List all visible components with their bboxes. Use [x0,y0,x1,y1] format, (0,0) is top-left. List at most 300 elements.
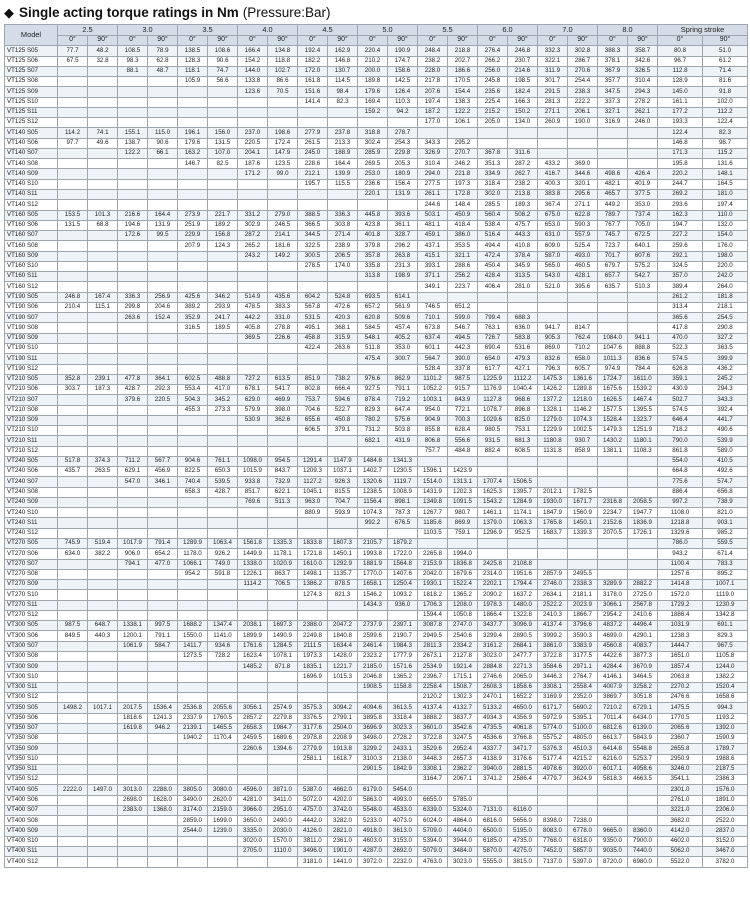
torque-cell [328,364,358,374]
torque-cell: 171.2 [238,169,268,179]
torque-cell [58,826,88,836]
torque-cell: 4284.4 [598,662,628,672]
torque-cell: 239.1 [88,374,118,384]
torque-cell: 294.0 [418,169,448,179]
torque-cell: 353.0 [388,343,418,353]
torque-cell [538,559,568,569]
torque-cell: 575.2 [628,261,658,271]
torque-cell: 422.4 [298,343,328,353]
torque-cell: 244.7 [658,179,703,189]
torque-cell: 903.1 [703,518,748,528]
torque-cell: 4137.4 [538,621,568,631]
torque-cell: 4142.0 [658,826,703,836]
torque-cell: 164.4 [148,210,178,220]
torque-cell: 393.6 [388,210,418,220]
torque-cell [238,179,268,189]
torque-cell: 101.3 [88,210,118,220]
torque-cell: 266.2 [478,56,508,66]
torque-cell: 4137.4 [418,703,448,713]
torque-cell: 936.0 [388,600,418,610]
torque-cell [448,128,478,138]
torque-cell [328,118,358,128]
torque-cell: 1658.1 [358,580,388,590]
torque-cell: 492.6 [703,467,748,477]
torque-cell: 1100.4 [658,559,703,569]
torque-cell [148,816,178,826]
torque-cell: 6116.0 [508,805,538,815]
torque-cell: 1699.0 [208,816,238,826]
torque-cell: 2314.0 [478,569,508,579]
torque-cell: 761.1 [208,456,238,466]
torque-cell: 2362.2 [448,764,478,774]
model-cell: VT350 S11 [5,764,58,774]
torque-cell: 187.3 [88,385,118,395]
torque-cell [178,836,208,846]
torque-cell: 458.8 [298,333,328,343]
torque-cell [478,128,508,138]
torque-cell [178,426,208,436]
torque-cell: 601.1 [418,343,448,353]
torque-cell: 2859.0 [178,816,208,826]
torque-cell [148,734,178,744]
torque-cell [58,693,88,703]
torque-cell: 169.4 [358,97,388,107]
torque-cell: 61.2 [703,56,748,66]
torque-cell: 149.2 [268,251,298,261]
torque-cell: 790.0 [658,436,703,446]
torque-cell: 4993.0 [388,795,418,805]
torque-cell: 3246.0 [658,764,703,774]
torque-cell: 5454.0 [388,785,418,795]
model-cell: VT300 S05 [5,621,58,631]
torque-cell: 851.7 [238,487,268,497]
model-cell: VT140 S10 [5,179,58,189]
torque-cell [328,610,358,620]
torque-cell: 753.1 [508,426,538,436]
torque-cell: 271.1 [568,200,598,210]
torque-cell: 174.0 [328,261,358,271]
torque-cell: 658.0 [568,354,598,364]
torque-cell: 1913.8 [328,744,358,754]
torque-cell: 220.2 [658,169,703,179]
torque-cell: 102.7 [268,66,298,76]
torque-cell [88,87,118,97]
torque-cell: 263.6 [328,343,358,353]
torque-cell [118,775,148,785]
torque-cell: 528.4 [418,364,448,374]
torque-cell: 710.2 [568,343,598,353]
torque-cell [238,610,268,620]
torque-cell: 82.5 [208,159,238,169]
torque-cell: 245.0 [298,148,328,158]
table-row [5,621,748,631]
torque-cell [58,405,88,415]
torque-cell: 221.7 [208,210,238,220]
torque-cell: 1729.2 [658,600,703,610]
torque-cell: 428.1 [568,272,598,282]
torque-cell: 2634.1 [538,590,568,600]
torque-cell [268,364,298,374]
torque-cell: 406.4 [478,282,508,292]
torque-cell: 882.4 [478,446,508,456]
torque-cell: 4805.0 [568,734,598,744]
torque-cell: 4007.9 [598,682,628,692]
torque-cell: 4422.6 [598,651,628,661]
torque-cell [148,364,178,374]
torque-cell [58,580,88,590]
torque-cell: 4275.0 [508,846,538,856]
torque-cell: 2232.0 [388,857,418,867]
torque-cell [208,282,238,292]
torque-cell: 745.9 [58,539,88,549]
header-angle: 0° [298,36,328,46]
torque-cell: 202.7 [448,56,478,66]
torque-cell: 2949.5 [418,631,448,641]
torque-cell: 1342.8 [703,610,748,620]
torque-cell: 943.2 [658,549,703,559]
torque-cell: 435.6 [268,292,298,302]
table-row [5,46,748,56]
torque-cell: 829.3 [358,405,388,415]
torque-cell: 1461.1 [478,508,508,518]
torque-cell [58,610,88,620]
torque-cell [88,261,118,271]
torque-cell: 7238.0 [568,816,598,826]
torque-cell: 3087.8 [418,621,448,631]
torque-cell: 2065.6 [658,723,703,733]
torque-cell [58,364,88,374]
torque-cell [628,159,658,169]
torque-cell: 1037.1 [328,467,358,477]
torque-cell: 8398.0 [538,816,568,826]
torque-cell: 1891.0 [703,795,748,805]
torque-cell [298,364,328,374]
torque-cell: 494.4 [478,241,508,251]
torque-cell [388,528,418,538]
model-cell: VT125 S10 [5,97,58,107]
torque-cell: 428.7 [208,487,238,497]
torque-cell: 905.3 [538,333,568,343]
header-angle: 0° [358,36,388,46]
torque-cell: 1724.7 [598,374,628,384]
torque-cell: 3153.0 [388,836,418,846]
torque-cell: 1835.1 [298,662,328,672]
header-angle: 90° [628,36,658,46]
torque-cell: 673.8 [418,323,448,333]
torque-cell [538,785,568,795]
title-pressure-unit: (Pressure:Bar) [242,4,331,20]
torque-cell: 3624.9 [568,775,598,785]
torque-cell [148,682,178,692]
torque-cell: 1607.3 [328,539,358,549]
torque-cell: 6434.0 [628,713,658,723]
torque-cell: 952.5 [508,528,538,538]
torque-cell [268,97,298,107]
torque-cell: 357.8 [358,251,388,261]
torque-cell: 1063.3 [508,518,538,528]
torque-cell: 241.7 [208,313,238,323]
torque-cell: 531.6 [508,343,538,353]
torque-cell: 895.2 [703,569,748,579]
torque-cell [148,169,178,179]
torque-cell: 363.5 [703,343,748,353]
torque-cell [568,302,598,312]
torque-cell: 606.5 [298,426,328,436]
torque-cell [178,179,208,189]
torque-cell [118,436,148,446]
torque-cell: 1141.0 [208,631,238,641]
torque-cell: 1292.9 [328,559,358,569]
torque-cell: 187.2 [418,107,448,117]
torque-cell: 560.4 [478,210,508,220]
torque-cell [148,179,178,189]
torque-cell [298,436,328,446]
torque-cell [148,282,178,292]
torque-cell [58,272,88,282]
torque-cell: 869.9 [448,518,478,528]
torque-cell: 2746.6 [478,672,508,682]
torque-cell: 822.5 [178,467,208,477]
torque-cell: 815.5 [328,487,358,497]
torque-cell: 556.6 [448,436,478,446]
torque-cell: 2338.3 [568,580,598,590]
torque-cell: 2951.0 [268,805,298,815]
torque-cell: 186.6 [448,66,478,76]
torque-cell [238,693,268,703]
torque-cell: 1879.2 [388,539,418,549]
torque-cell: 71.4 [703,66,748,76]
torque-cell: 1431.9 [418,487,448,497]
table-row [5,723,748,733]
torque-cell: 3722.8 [418,734,448,744]
torque-cell: 1339.3 [568,528,598,538]
model-cell: VT210 S09 [5,415,58,425]
torque-cell: 4290.1 [628,631,658,641]
torque-cell: 303.7 [58,385,88,395]
torque-cell: 6778.0 [568,826,598,836]
torque-cell: 482.1 [598,179,628,189]
header-pressure: 5.0 [358,25,418,36]
model-cell: VT400 S12 [5,857,58,867]
torque-cell: 587.0 [538,251,568,261]
torque-cell: 1434.3 [358,600,388,610]
torque-cell: 1108.3 [628,446,658,456]
torque-cell [118,251,148,261]
torque-cell [208,261,238,271]
table-row [5,857,748,867]
torque-cell [568,138,598,148]
torque-cell: 465.7 [598,189,628,199]
torque-cell: 154.4 [448,87,478,97]
torque-cell: 646.4 [658,415,703,425]
torque-cell: 225.4 [478,97,508,107]
torque-cell [358,364,388,374]
torque-cell [628,138,658,148]
table-row [5,569,748,579]
model-cell: VT210 S12 [5,446,58,456]
model-cell: VT240 S05 [5,456,58,466]
torque-cell [268,600,298,610]
torque-cell: 3613.5 [388,703,418,713]
torque-cell [118,169,148,179]
torque-cell: 99.5 [148,231,178,241]
torque-cell [88,313,118,323]
torque-cell [148,159,178,169]
torque-cell: 4083.7 [628,641,658,651]
torque-cell: 3335.0 [238,826,268,836]
torque-cell: 270.7 [448,148,478,158]
torque-cell: 508.2 [508,210,538,220]
torque-cell [208,662,238,672]
torque-cell: 269.5 [358,159,388,169]
torque-cell: 5324.0 [448,805,478,815]
torque-cell [58,559,88,569]
torque-cell [268,436,298,446]
torque-cell [88,826,118,836]
torque-cell [148,415,178,425]
torque-cell: 4602.0 [658,836,703,846]
torque-cell [328,528,358,538]
torque-cell: 1777.9 [388,651,418,661]
torque-cell: 843.9 [448,395,478,405]
torque-cell: 122.2 [448,107,478,117]
torque-cell [208,436,238,446]
torque-cell: 3837.7 [448,713,478,723]
torque-cell: 3178.0 [598,590,628,600]
torque-cell: 382.2 [88,549,118,559]
torque-cell: 6816.0 [478,816,508,826]
torque-cell: 584.5 [358,323,388,333]
torque-cell [298,189,328,199]
torque-cell: 3174.0 [178,805,208,815]
torque-cell: 494.5 [448,333,478,343]
torque-cell [118,590,148,600]
torque-cell [118,405,148,415]
torque-cell: 8360.0 [628,826,658,836]
torque-cell [508,292,538,302]
torque-cell [148,87,178,97]
header-angle: 0° [178,36,208,46]
table-row [5,343,748,353]
torque-cell: 1450.1 [568,518,598,528]
torque-cell: 2105.7 [358,539,388,549]
torque-cell: 490.6 [703,426,748,436]
torque-cell: 327.1 [598,107,628,117]
torque-cell: 1947.7 [628,508,658,518]
torque-cell: 521.0 [538,282,568,292]
torque-cell: 1074.3 [358,508,388,518]
torque-cell: 2058.5 [628,497,658,507]
torque-cell: 271.4 [328,231,358,241]
torque-cell [148,343,178,353]
torque-cell [598,456,628,466]
torque-cell: 365.6 [658,313,703,323]
torque-cell [388,775,418,785]
torque-cell: 1105.8 [703,651,748,661]
torque-cell [148,744,178,754]
torque-cell: 1626.5 [598,395,628,405]
torque-cell: 968.6 [508,395,538,405]
torque-cell: 277.5 [418,179,448,189]
torque-cell: 2495.5 [568,569,598,579]
torque-cell: 539.9 [703,436,748,446]
torque-cell: 51.0 [703,46,748,56]
torque-cell [58,446,88,456]
torque-cell: 133.8 [238,77,268,87]
torque-cell: 796.3 [538,364,568,374]
torque-cell: 775.6 [658,477,703,487]
model-cell: VT140 S08 [5,159,58,169]
torque-cell: 799.4 [478,313,508,323]
torque-cell: 878.4 [358,395,388,405]
torque-cell [298,282,328,292]
torque-cell: 1886.4 [658,610,703,620]
torque-cell: 946.2 [148,723,178,733]
torque-cell: 3999.2 [538,631,568,641]
torque-cell: 292.3 [148,385,178,395]
torque-cell: 2461.4 [358,641,388,651]
torque-cell [148,107,178,117]
torque-cell [538,313,568,323]
torque-cell [298,610,328,620]
torque-cell: 2737.9 [358,621,388,631]
header-pressure: 3.5 [178,25,238,36]
torque-cell: 457.4 [388,323,418,333]
torque-cell [328,436,358,446]
torque-cell: 423.8 [358,220,388,230]
torque-cell: 1696.9 [298,672,328,682]
torque-cell: 212.1 [298,169,328,179]
table-row [5,590,748,600]
torque-cell: 294.3 [703,385,748,395]
torque-cell: 2725.0 [628,590,658,600]
torque-cell: 1040.4 [508,385,538,395]
model-cell: VT350 S06 [5,713,58,723]
torque-cell: 531.5 [298,313,328,323]
torque-cell: 784.4 [628,364,658,374]
torque-cell: 443.3 [508,231,538,241]
model-cell: VT140 S11 [5,189,58,199]
torque-cell: 2065.0 [508,672,538,682]
torque-cell: 2698.0 [118,795,148,805]
torque-cell: 1508.7 [448,682,478,692]
torque-cell [238,857,268,867]
torque-cell: 1652.2 [508,693,538,703]
torque-cell: 2249.8 [298,631,328,641]
torque-cell [58,251,88,261]
torque-cell: 1560.9 [568,508,598,518]
torque-cell [238,107,268,117]
torque-cell: 6812.6 [598,723,628,733]
torque-cell: 475.7 [508,220,538,230]
torque-cell: 4560.8 [598,641,628,651]
torque-cell [118,354,148,364]
torque-cell [628,549,658,559]
torque-cell: 849.5 [58,631,88,641]
torque-cell: 757.7 [418,446,448,456]
torque-cell: 1441.0 [328,857,358,867]
torque-cell: 6655.0 [418,795,448,805]
torque-cell: 32.8 [88,56,118,66]
torque-cell [118,518,148,528]
torque-cell: 214.1 [268,231,298,241]
torque-cell [88,723,118,733]
torque-cell: 4510.3 [568,744,598,754]
torque-cell [538,539,568,549]
torque-cell: 367.4 [538,200,568,210]
torque-cell: 198.9 [388,272,418,282]
torque-cell: 278.2 [628,97,658,107]
